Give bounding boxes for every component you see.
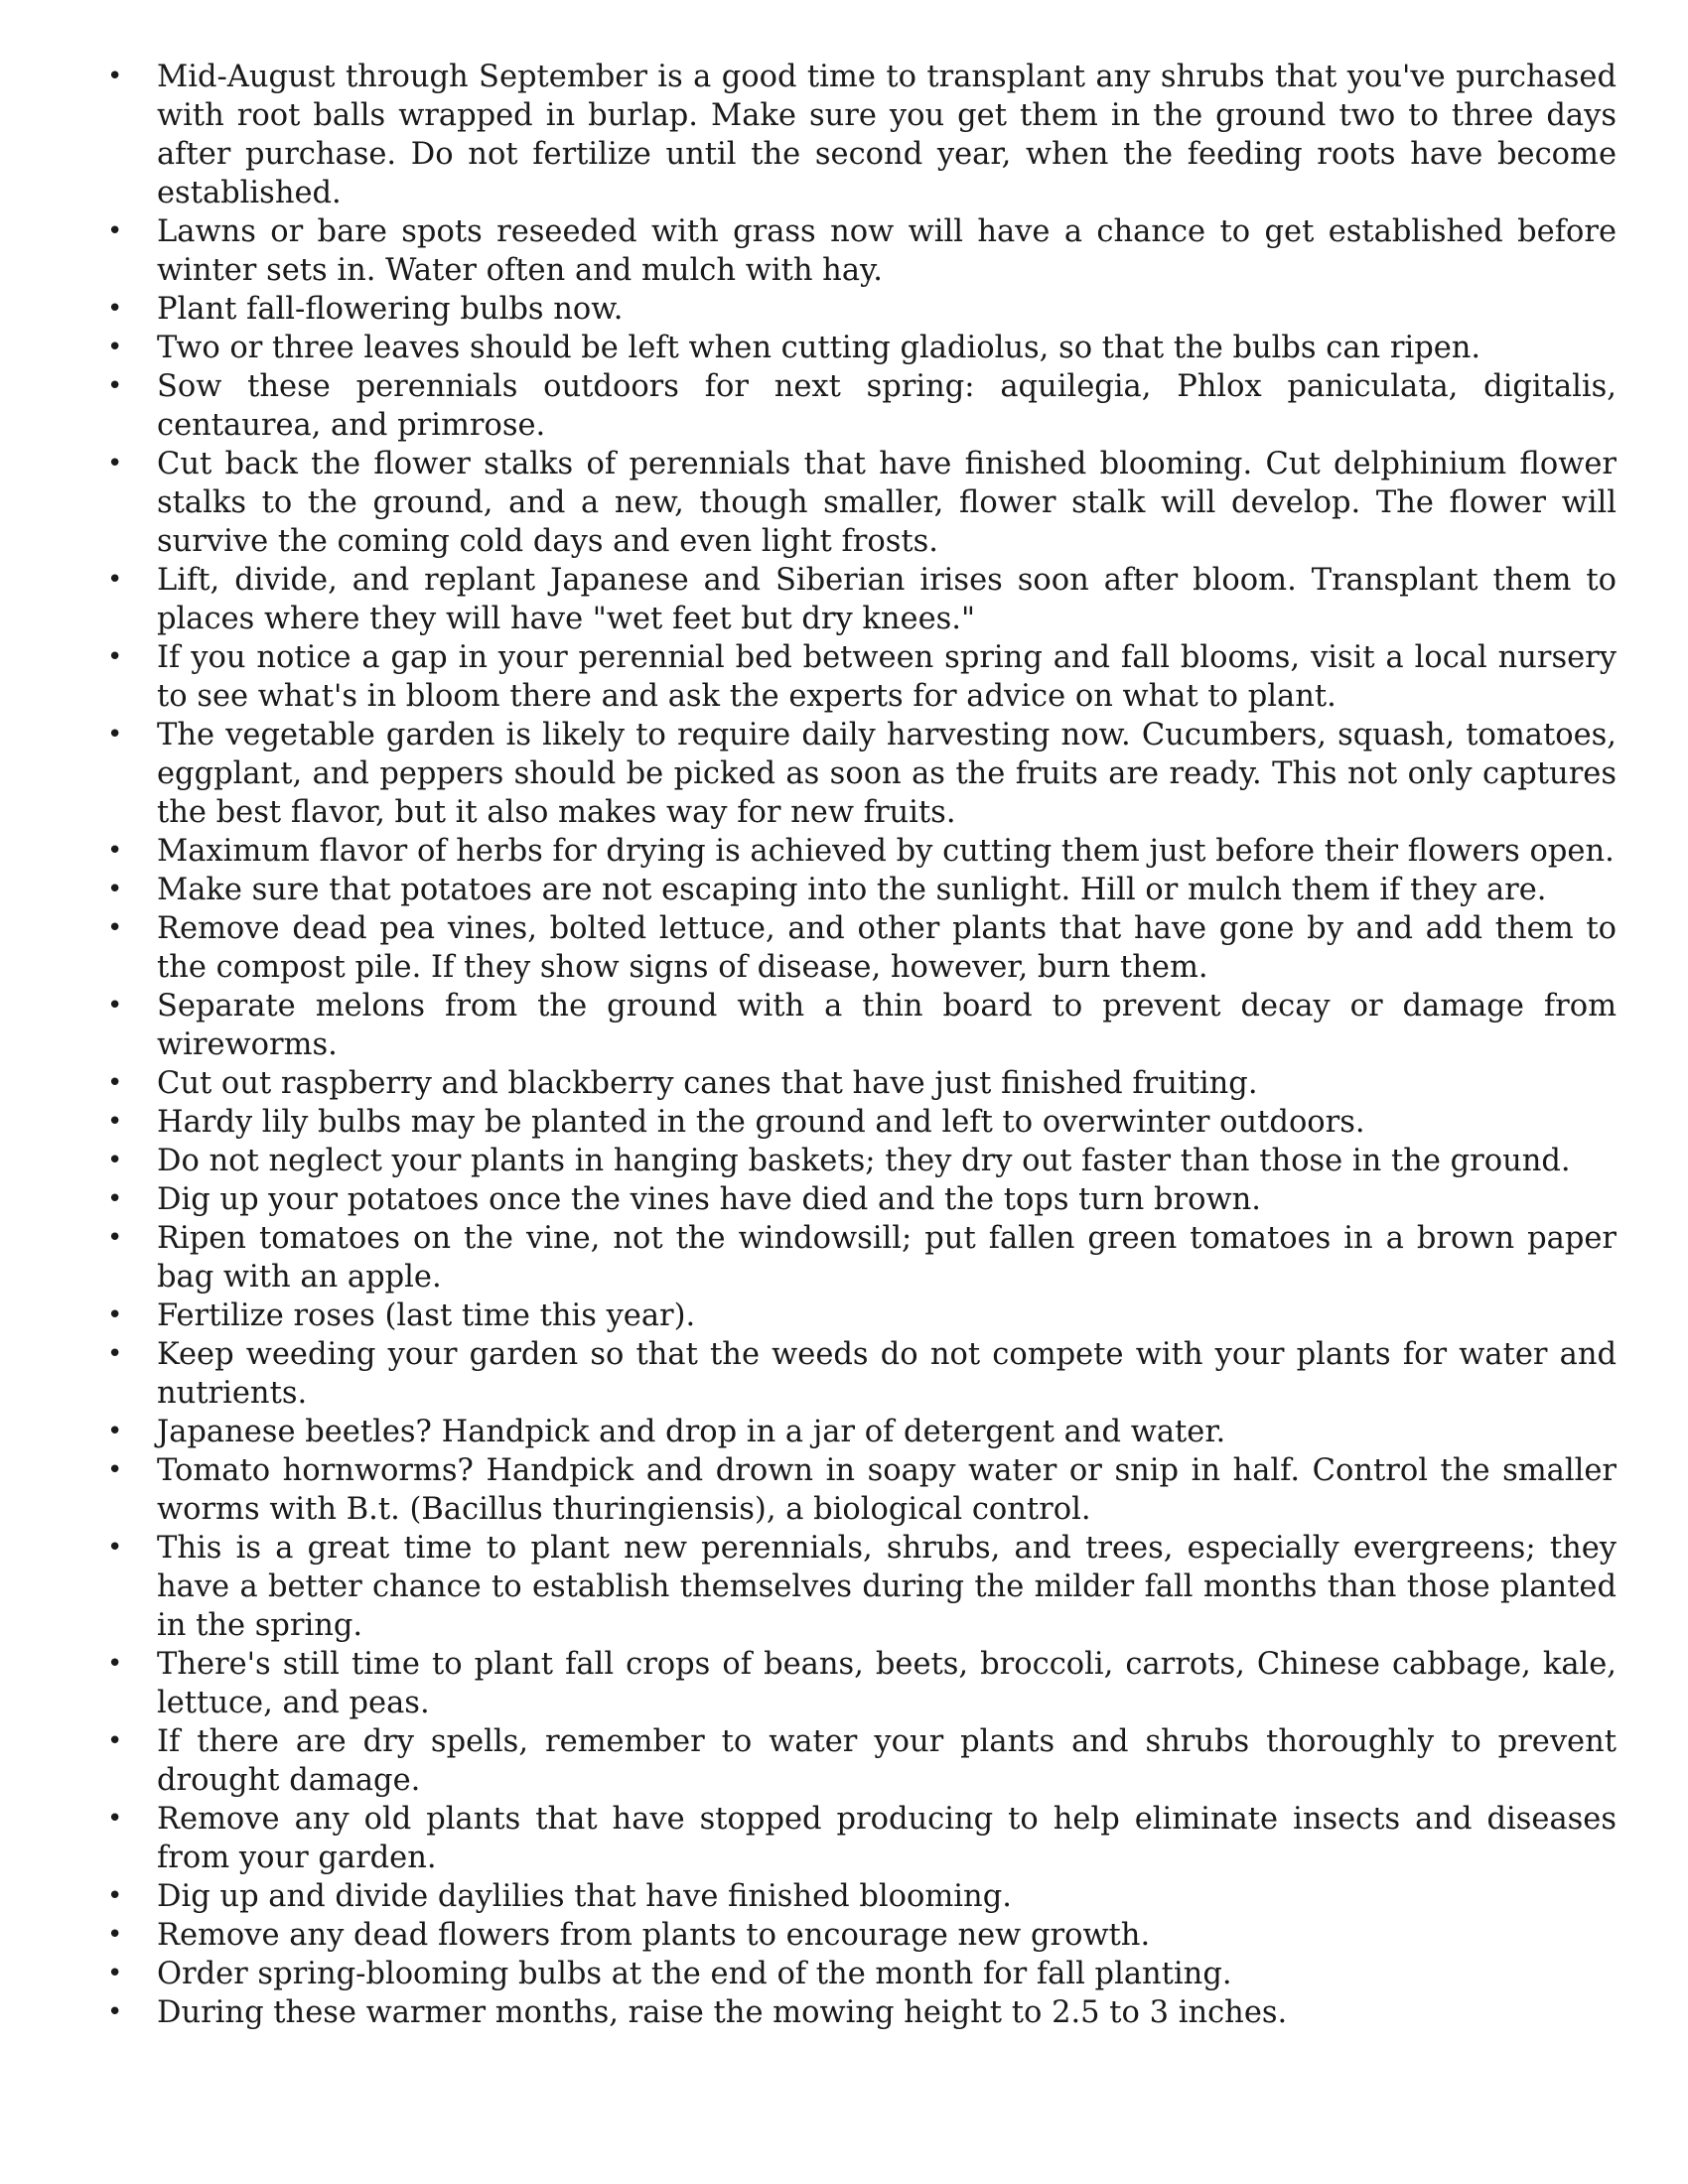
bullet-icon: • [107,1959,123,1988]
list-item [107,1800,1617,1877]
bullet-icon: • [107,642,123,672]
tip-text: Japanese beetles? Handpick and drop in a jar of detergent and water. [157,1415,1226,1449]
list-item [107,1413,1617,1451]
tip-text: During these warmer months, raise the mowing height to 2.5 to 3 inches. [157,1995,1288,2030]
list-item [107,1451,1617,1529]
list-item [107,1955,1617,1993]
tip-text: Keep weeding your garden so that the weeds do not compete with your plants for water and nutrients. [157,1337,1617,1411]
bullet-icon: • [107,1417,123,1446]
list-item [107,987,1617,1064]
tip-text: Cut back the flower stalks of perennials that have finished blooming. Cut delphinium flower stalks to the ground, and a new, though smaller, flower stalk will develop. The flower will survive the coming cold days and even light frosts. [157,447,1617,559]
list-item [107,1529,1617,1645]
tip-text: Ripen tomatoes on the vine, not the windowsill; put fallen green tomatoes in a brown paper bag with an apple. [157,1221,1617,1295]
tip-text: Lawns or bare spots reseeded with grass now will have a chance to get established before winter sets in. Water often and mulch with hay. [157,214,1617,288]
bullet-icon: • [107,720,123,750]
list-item [107,329,1617,367]
bullet-icon: • [107,1726,123,1756]
tip-text: Tomato hornworms? Handpick and drown in soapy water or snip in half. Control the smaller worms with B.t. (Bacillus thuringiensis), a biological control. [157,1453,1617,1527]
tip-text: Sow these perennials outdoors for next spring: aquilegia, Phlox paniculata, digitalis, centaurea, and primrose. [157,369,1617,443]
bullet-icon: • [107,1920,123,1950]
list-item [107,212,1617,290]
tip-text: Remove any dead flowers from plants to encourage new growth. [157,1918,1151,1953]
bullet-icon: • [107,1339,123,1369]
bullet-icon: • [107,1300,123,1330]
bullet-icon: • [107,565,123,595]
bullet-icon: • [107,1107,123,1137]
tip-text: There's still time to plant fall crops of beans, beets, broccoli, carrots, Chinese cabbage, kale, lettuce, and peas. [157,1647,1617,1720]
bullet-icon: • [107,991,123,1021]
tip-text: Mid-August through September is a good time to transplant any shrubs that you've purchased with root balls wrapped in burlap. Make sure you get them in the ground two to three days after purchase. Do not fertilize until the second year, when the feeding roots have become established. [157,60,1617,210]
tip-text: Lift, divide, and replant Japanese and Siberian irises soon after bloom. Transplant them to places where they will have "wet feet but dry knees." [157,563,1617,636]
list-item [107,561,1617,638]
list-item [107,1103,1617,1142]
bullet-icon: • [107,449,123,478]
tip-text: The vegetable garden is likely to require daily harvesting now. Cucumbers, squash, tomatoes, eggplant, and peppers should be picked as soon as the fruits are ready. This not only captures the best flavor, but it also makes way for new fruits. [157,718,1617,830]
list-item [107,1297,1617,1335]
list-item [107,1219,1617,1297]
tip-text: Remove dead pea vines, bolted lettuce, and other plants that have gone by and add them to the compost pile. If they show signs of disease, however, burn them. [157,911,1617,985]
bullet-icon: • [107,1881,123,1911]
bullet-icon: • [107,62,123,91]
tip-text: Separate melons from the ground with a thin board to prevent decay or damage from wireworms. [157,989,1617,1062]
list-item [107,1722,1617,1800]
bullet-icon: • [107,216,123,246]
list-item [107,716,1617,832]
tip-text: Dig up and divide daylilies that have finished blooming. [157,1879,1012,1914]
bullet-icon: • [107,294,123,324]
tip-text: Cut out raspberry and blackberry canes that have just finished fruiting. [157,1066,1258,1101]
list-item [107,1645,1617,1722]
bullet-icon: • [107,1804,123,1834]
list-item [107,1335,1617,1413]
bullet-icon: • [107,1184,123,1214]
tip-text: If there are dry spells, remember to water your plants and shrubs thoroughly to prevent drought damage. [157,1724,1617,1798]
tip-text: Make sure that potatoes are not escaping into the sunlight. Hill or mulch them if they are. [157,873,1547,907]
list-item [107,1993,1617,2032]
list-item [107,1877,1617,1916]
bullet-icon: • [107,1146,123,1175]
bullet-icon: • [107,1649,123,1679]
tip-text: Do not neglect your plants in hanging baskets; they dry out faster than those in the ground. [157,1144,1571,1178]
list-item [107,832,1617,871]
list-item [107,1916,1617,1955]
tip-text: If you notice a gap in your perennial bed between spring and fall blooms, visit a local nursery to see what's in bloom there and ask the experts for advice on what to plant. [157,640,1617,714]
bullet-icon: • [107,836,123,866]
tip-text: Two or three leaves should be left when cutting gladiolus, so that the bulbs can ripen. [157,331,1481,365]
list-item [107,445,1617,561]
list-item [107,367,1617,445]
tip-text: Hardy lily bulbs may be planted in the ground and left to overwinter outdoors. [157,1105,1365,1140]
list-item [107,290,1617,329]
tip-text: Order spring-blooming bulbs at the end of the month for fall planting. [157,1957,1232,1991]
list-item [107,58,1617,212]
list-item [107,1180,1617,1219]
bullet-icon: • [107,875,123,904]
gardening-tips-list [107,58,1617,2032]
list-item [107,1064,1617,1103]
bullet-icon: • [107,1455,123,1485]
tip-text: This is a great time to plant new perennials, shrubs, and trees, especially evergreens; they have a better chance to establish themselves during the milder fall months than those planted in the spring. [157,1531,1617,1643]
bullet-icon: • [107,371,123,401]
bullet-icon: • [107,1997,123,2027]
bullet-icon: • [107,333,123,362]
tip-text: Dig up your potatoes once the vines have died and the tops turn brown. [157,1182,1261,1217]
bullet-icon: • [107,1068,123,1098]
tip-text: Maximum flavor of herbs for drying is achieved by cutting them just before their flowers open. [157,834,1615,869]
bullet-icon: • [107,1533,123,1563]
list-item [107,638,1617,716]
tip-text: Plant fall-flowering bulbs now. [157,292,624,327]
tip-text: Fertilize roses (last time this year). [157,1298,696,1333]
list-item [107,871,1617,909]
bullet-icon: • [107,1223,123,1253]
bullet-icon: • [107,913,123,943]
list-item [107,1142,1617,1180]
list-item [107,909,1617,987]
tip-text: Remove any old plants that have stopped producing to help eliminate insects and diseases from your garden. [157,1802,1617,1875]
